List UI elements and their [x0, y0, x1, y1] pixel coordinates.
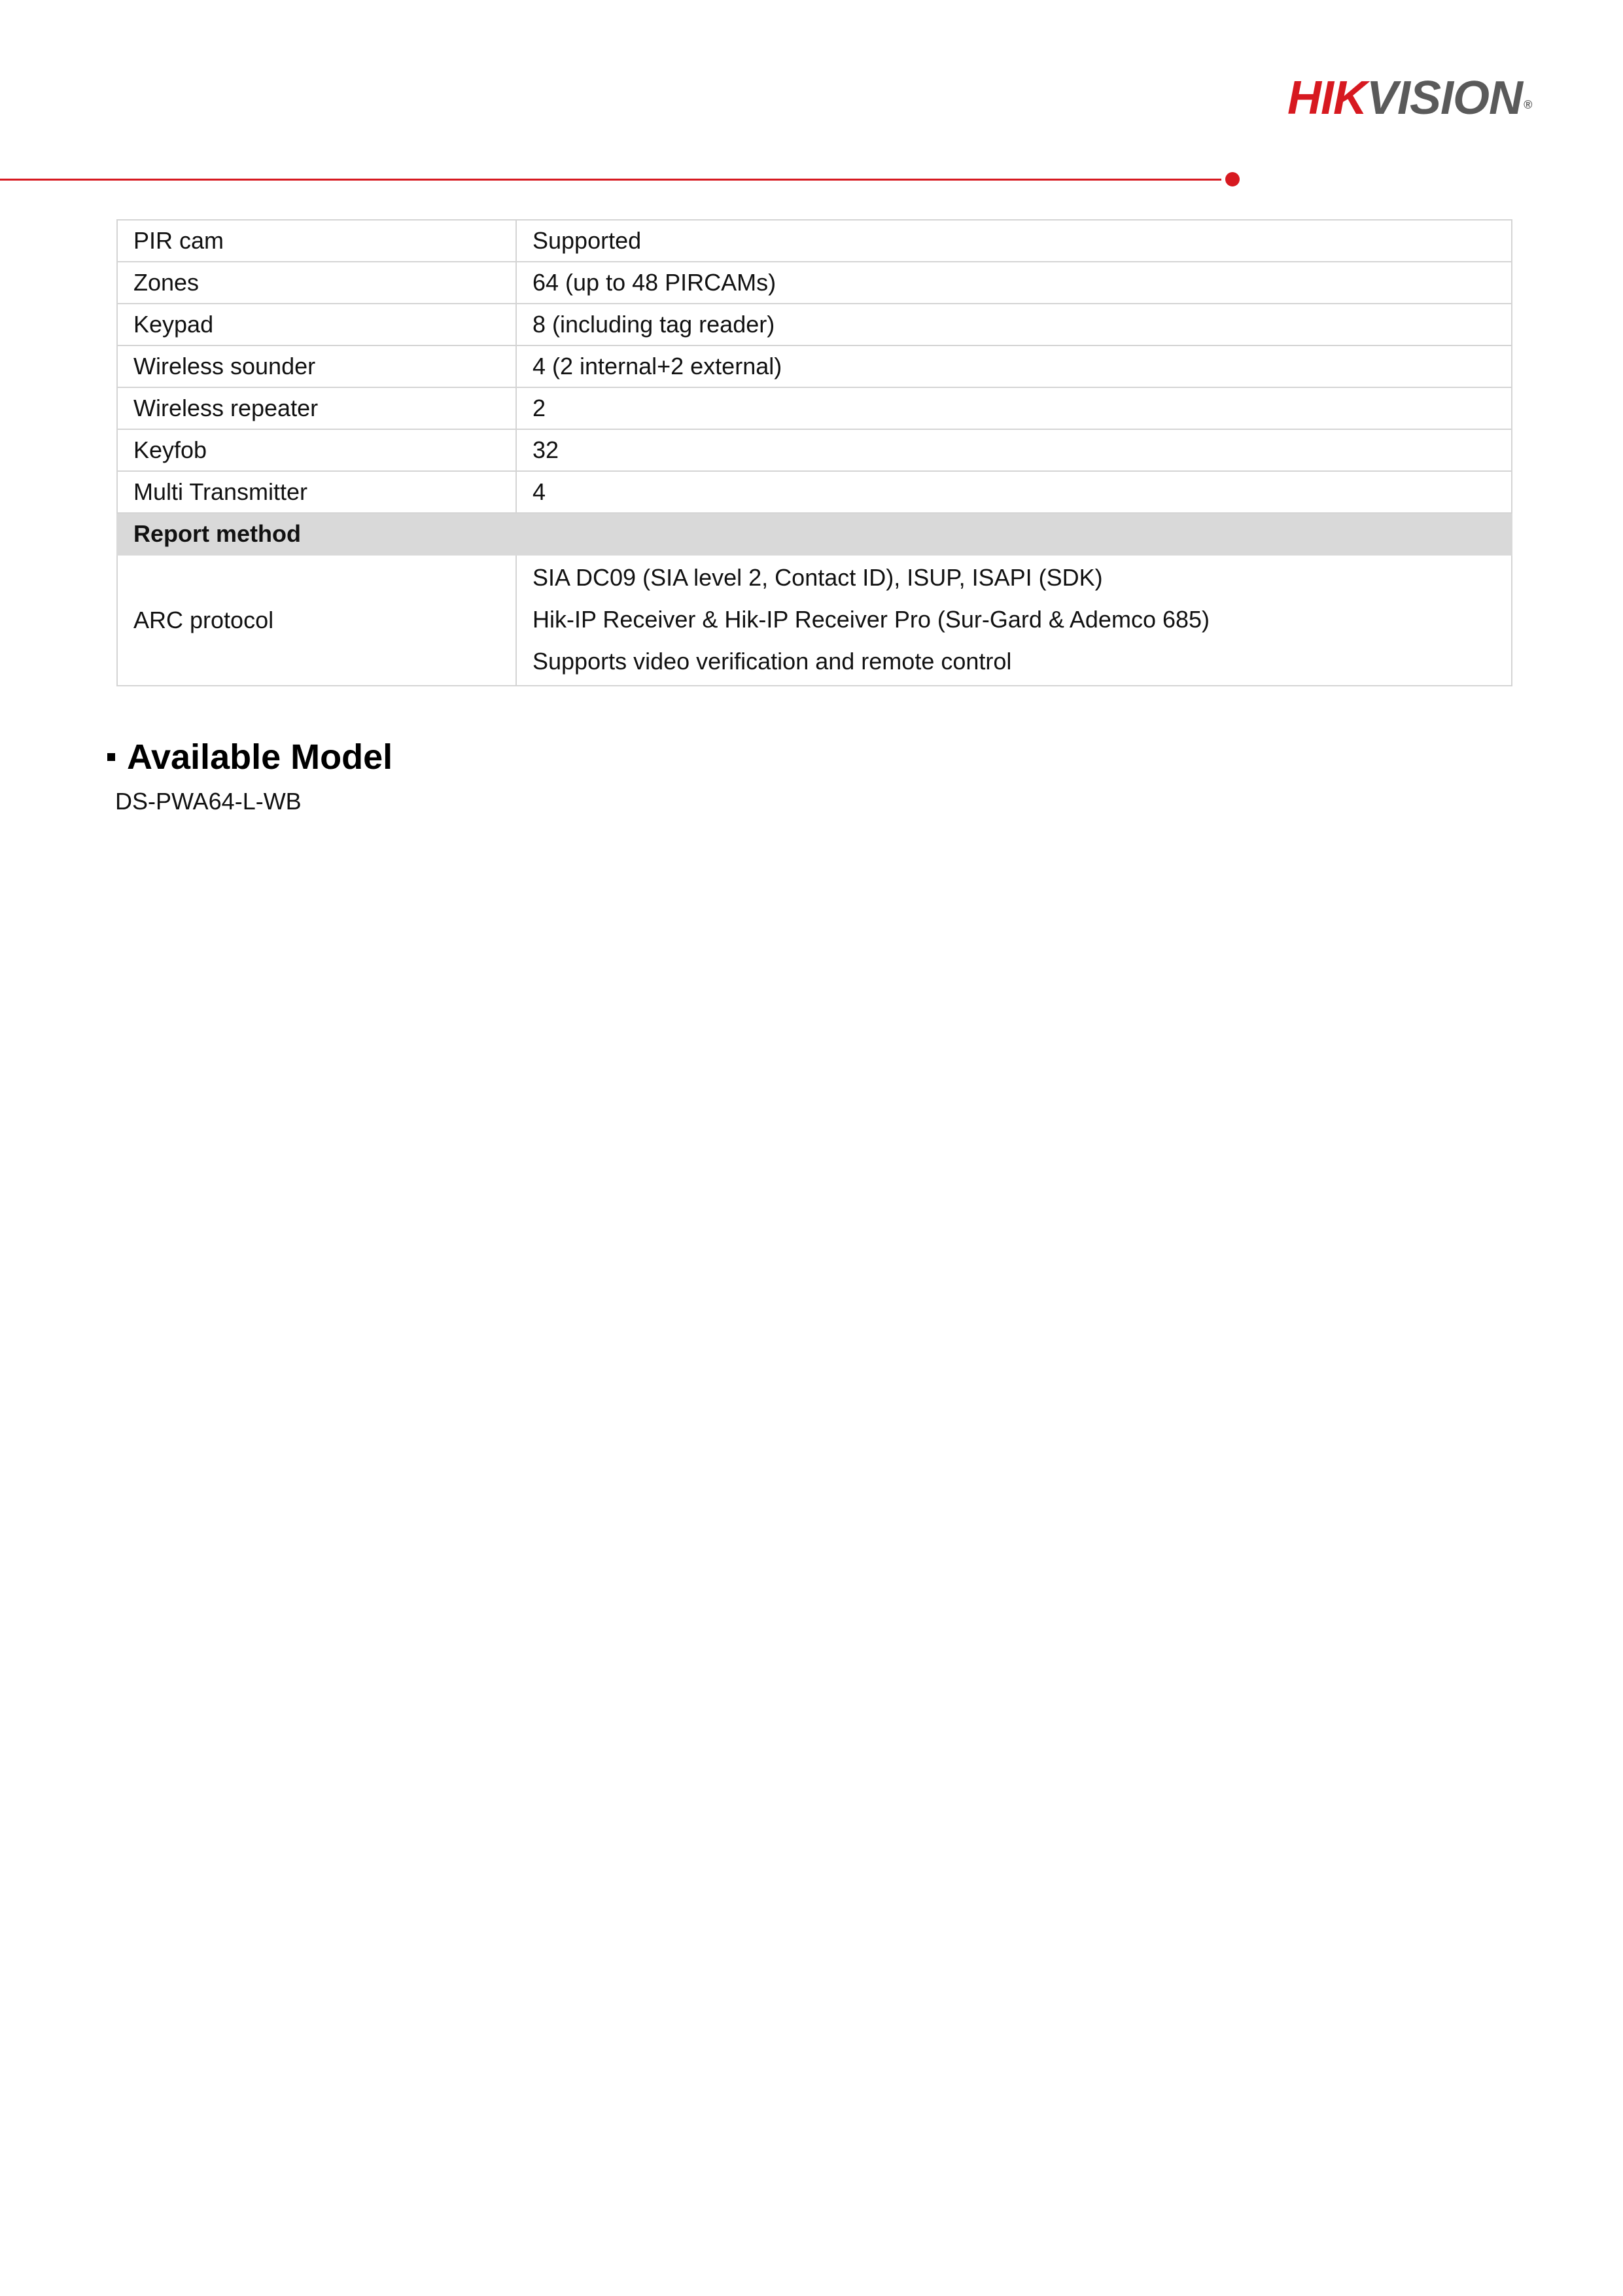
table-row — [117, 345, 1512, 387]
spec-value: 4 — [516, 471, 1512, 513]
spec-label: PIR cam — [117, 220, 516, 262]
spec-label: Multi Transmitter — [117, 471, 516, 513]
table-section-header — [117, 513, 1512, 555]
spec-label: ARC protocol — [117, 555, 516, 686]
hikvision-logo — [1287, 72, 1562, 124]
table-row — [117, 387, 1512, 429]
header-divider-line — [0, 179, 1221, 181]
section-header-report-method: Report method — [117, 513, 1512, 555]
logo-hik-text: HIK — [1287, 72, 1367, 124]
spec-value-multiline — [516, 555, 1512, 686]
spec-value: 64 (up to 48 PIRCAMs) — [516, 262, 1512, 304]
spec-value: 2 — [516, 387, 1512, 429]
specifications-table — [116, 219, 1512, 686]
square-bullet-icon — [107, 753, 115, 761]
spec-value: 8 (including tag reader) — [516, 304, 1512, 345]
spec-label: Keyfob — [117, 429, 516, 471]
spec-label: Wireless sounder — [117, 345, 516, 387]
table-row — [117, 429, 1512, 471]
table-row — [117, 220, 1512, 262]
table-row — [117, 262, 1512, 304]
spec-label: Zones — [117, 262, 516, 304]
table-row — [117, 471, 1512, 513]
table-row — [117, 555, 1512, 686]
model-number: DS-PWA64-L-WB — [115, 788, 302, 815]
spec-value: 4 (2 internal+2 external) — [516, 345, 1512, 387]
spec-value-line: Hik-IP Receiver & Hik-IP Receiver Pro (Sur-Gard & Ademco 685) — [532, 606, 1210, 633]
spec-value: 32 — [516, 429, 1512, 471]
header-divider-dot — [1225, 172, 1240, 186]
spec-label: Keypad — [117, 304, 516, 345]
spec-value-line: Supports video verification and remote control — [532, 648, 1012, 675]
available-model-heading — [107, 734, 393, 780]
heading-text: Available Model — [127, 737, 393, 777]
spec-value: Supported — [516, 220, 1512, 262]
logo-vision-text: VISION — [1367, 72, 1523, 124]
table-row — [117, 304, 1512, 345]
spec-label: Wireless repeater — [117, 387, 516, 429]
registered-mark: ® — [1524, 98, 1532, 111]
spec-value-line: SIA DC09 (SIA level 2, Contact ID), ISUP, ISAPI (SDK) — [532, 564, 1103, 591]
